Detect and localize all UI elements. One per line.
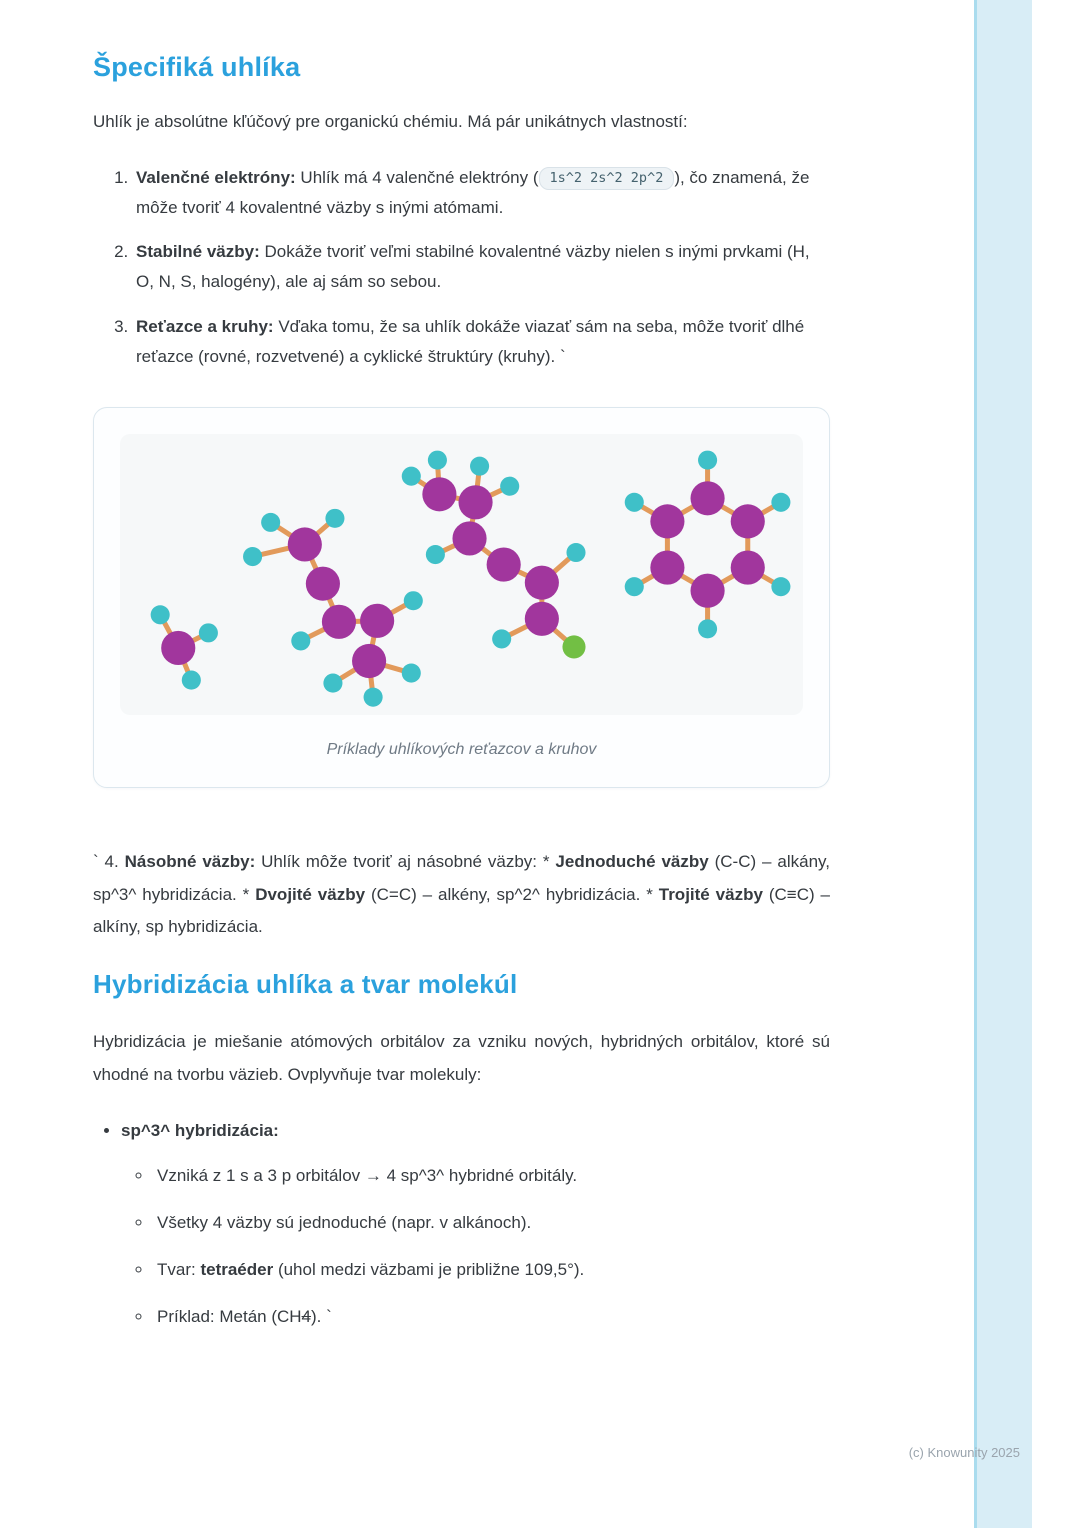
text-segment: (uhol medzi väzbami je približne 109,5°). — [273, 1259, 585, 1279]
hybridization-list — [93, 1117, 830, 1331]
carbon-atoms — [161, 477, 765, 678]
sub-item-shape — [153, 1256, 830, 1285]
document-content — [93, 52, 830, 1349]
text-segment: ). ` — [311, 1306, 332, 1326]
list-item-stable-bonds — [133, 237, 830, 297]
bold-text: Jednoduché väzby — [555, 852, 709, 872]
text-segment: Tvar: — [157, 1259, 201, 1279]
text-segment: Uhlík môže tvoriť aj násobné väzby: * — [255, 852, 556, 872]
strikethrough-text: 4 — [301, 1306, 312, 1326]
text-segment: (C=C) – alkény, sp^2^ hybridizácia. * — [365, 884, 659, 904]
molecules-illustration — [120, 434, 803, 715]
bold-text: sp^3^ hybridizácia: — [121, 1120, 279, 1140]
hybridization-paragraph: Hybridizácia je miešanie atómových orbitálov za vzniku nových, hybridných orbitálov, ktoré sú vhodné na tvorbu väzieb. Ovplyvňuje tvar molekuly: — [93, 1032, 830, 1084]
carbon-properties-list — [93, 163, 830, 372]
text-segment: Dokáže tvoriť veľmi stabilné kovalentné väzby nielen s inými prvkami (H, O, N, S, halogény), ale aj sám so sebou. — [136, 242, 810, 291]
copyright-footer: (c) Knowunity 2025 — [908, 1445, 1020, 1460]
sub-item-example — [153, 1303, 830, 1332]
page-edge-stripe — [974, 0, 1032, 1528]
bold-text: Valenčné elektróny: — [136, 167, 296, 187]
page-title: Špecifiká uhlíka — [93, 52, 301, 82]
sub-item-orbitals: ◦ Vzniká z 1 s a 3 p orbitálov → 4 sp^3^ hybridné orbitály. — [153, 1162, 830, 1191]
figure-caption: Príklady uhlíkových reťazcov a kruhov — [326, 741, 597, 759]
multiple-bonds-paragraph — [93, 846, 830, 943]
list-item-sp3 — [121, 1117, 830, 1331]
bold-text: Trojité väzby — [658, 884, 763, 904]
text-segment: ), čo znamená, že môže tvoriť 4 kovalentné väzby s inými atómami. — [136, 167, 810, 217]
code-chip: 1s^2 2s^2 2p^2 — [539, 167, 675, 190]
molecule-figure-card — [93, 407, 830, 788]
list-item-valence-electrons — [133, 163, 830, 223]
text-segment: ` 4. — [93, 852, 125, 872]
green-atom — [562, 636, 585, 659]
intro-paragraph: Uhlík je absolútne kľúčový pre organickú chémiu. Má pár unikátnych vlastností: — [93, 112, 688, 131]
text-segment: (C≡C) – alkíny, sp hybridizácia. — [93, 884, 830, 937]
text-segment: Vďaka tomu, že sa uhlík dokáže viazať sám na seba, môže tvoriť dlhé reťazce (rovné, rozvetvené) a cyklické štruktúry (kruhy). ` — [136, 316, 805, 366]
bold-text: tetraéder — [200, 1259, 274, 1279]
bold-text: Reťazce a kruhy: — [136, 316, 274, 336]
list-item-chains-rings — [133, 312, 830, 372]
sp3-sub-list — [123, 1162, 830, 1332]
text-segment: (C-C) – alkány, sp^3^ hybridizácia. * — [93, 852, 830, 904]
section-title-hybridization: Hybridizácia uhlíka a tvar molekúl — [93, 969, 518, 1000]
text-segment: Príklad: Metán (CH — [157, 1306, 302, 1326]
text-segment: Uhlík má 4 valenčné elektróny ( — [295, 167, 539, 187]
sub-item-single-bonds: ◦ Všetky 4 väzby sú jednoduché (napr. v alkánoch). — [153, 1209, 830, 1238]
bold-text: Násobné väzby: — [124, 852, 256, 872]
bold-text: Dvojité väzby — [255, 884, 366, 904]
molecule-figure-panel — [120, 434, 803, 715]
bold-text: Stabilné väzby: — [136, 242, 260, 262]
